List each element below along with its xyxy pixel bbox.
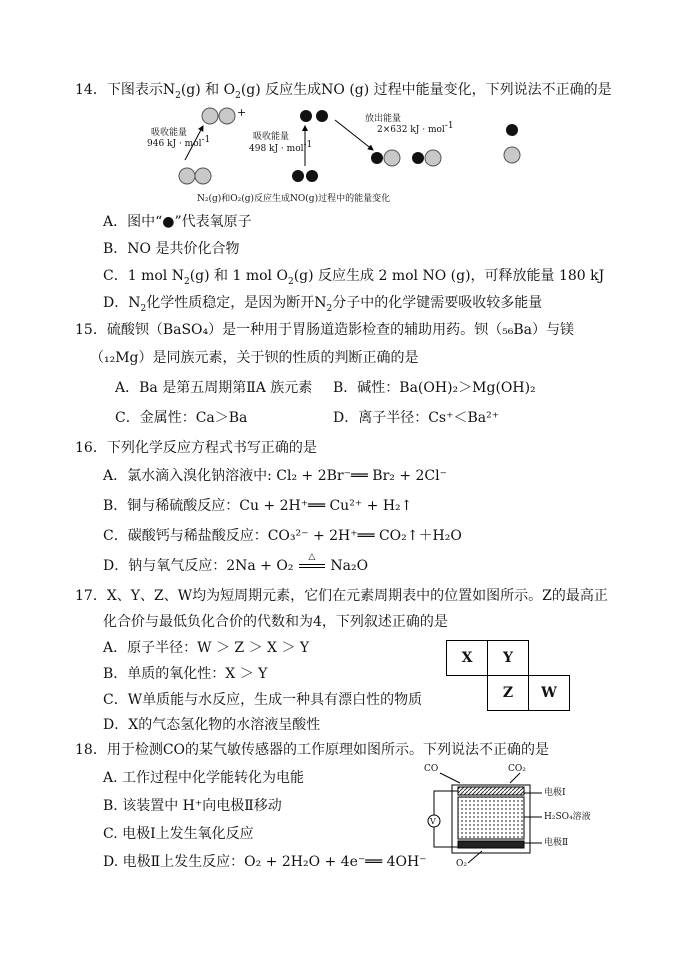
q15-option-d: D．离子半径：Cs⁺＜Ba²⁺ [333,410,500,426]
q18-option-b: B. 该装置中 H⁺向电极Ⅱ移动 [103,798,282,814]
q16-option-b: B．铜与稀硫酸反应：Cu + 2H⁺══ Cu²⁺ + H₂↑ [103,498,413,514]
energy-diagram-caption: N₂(g)和O₂(g)反应生成NO(g)过程中的能量变化 [197,194,391,204]
q17-option-b: B．单质的氧化性：X ＞ Y [103,666,268,682]
cell-x: X [447,641,488,676]
q18-stem: 18．用于检测CO的某气敏传感器的工作原理如图所示。下列说法不正确的是 [75,742,550,758]
q14-option-c: C．1 mol $N_2(g)$ 和 1 mol $O_2(g)$ 反应生成 2 mol NO (g)，可释放能量 180 kJ [103,268,605,287]
q15-option-c: C．金属性：Ca＞Ba [115,410,248,426]
cell-y: Y [488,641,529,676]
q15-stem-line1: 15．硫酸钡（BaSO₄）是一种用于胃肠道造影检查的辅助用药。钡（₅₆Ba）与镁 [75,322,574,338]
q17-stem-line1: 17．X、Y、Z、W均为短周期元素，它们在元素周期表中的位置如图所示。Z的最高正 [75,588,608,604]
cell-w: W [529,676,570,711]
energy-diagram: + 吸收能量 946 kJ · mol$^{-1}$ 吸收能量 498 kJ · mol$^{-1}$ 放出能量 2×632 kJ · mol$^{-1}$ N₂(g)和O₂(g)反应生成NO(g)过程中的能量变化 [145,104,545,208]
q14-option-a: A．图中“●”代表氧原子 [103,214,252,230]
q14-stem: 14．下图表示$N_2(g)$ 和 $O_2(g)$ 反应生成NO (g) 过程中能量变化，下列说法不正确的是 [75,82,612,101]
periodic-table-fragment [446,640,570,711]
voltmeter-icon: V [430,817,436,826]
q18-option-d: D. 电极Ⅱ上发生反应：O₂ + 2H₂O + 4e⁻══ 4OH⁻ [103,854,427,870]
q15-option-b: B．碱性：Ba(OH)₂＞Mg(OH)₂ [333,380,536,396]
q17-option-c: C．W单质能与水反应，生成一种具有漂白性的物质 [103,692,423,708]
q16-stem: 16．下列化学反应方程式书写正确的是 [75,440,317,456]
q15-stem-line2: （₁₂Mg）是同族元素，关于钡的性质的判断正确的是 [90,350,419,366]
q17-stem-line2: 化合价与最低负化合价的代数和为4，下列叙述正确的是 [103,614,448,630]
co-sensor-diagram: CO CO₂ V 电极Ⅰ H₂SO₄溶液 电极Ⅱ O₂ [424,764,591,869]
q16-option-c: C．碳酸钙与稀盐酸反应：CO₃²⁻ + 2H⁺══ CO₂↑＋H₂O [103,528,462,544]
q14-option-b: B．NO 是共价化合物 [103,241,240,257]
q18-option-a: A. 工作过程中化学能转化为电能 [103,770,305,786]
q14-option-d: D．$N_2$化学性质稳定，是因为断开$N_2$分子中的化学键需要吸收较多能量 [103,295,543,314]
cell-z: Z [488,676,529,711]
q18-option-c: C. 电极Ⅰ上发生氧化反应 [103,826,254,842]
q15-option-a: A．Ba 是第五周期第ⅡA 族元素 [115,380,313,396]
q16-option-a: A．氯水滴入溴化钠溶液中: Cl₂ + 2Br⁻══ Br₂ + 2Cl⁻ [103,468,448,484]
q16-option-d: D．钠与氧气反应：2Na + O₂ △ Na₂O [103,552,369,574]
q17-option-d: D．X的气态氢化物的水溶液呈酸性 [103,717,321,733]
q17-option-a: A．原子半径：W ＞ Z ＞ X ＞ Y [103,640,310,656]
